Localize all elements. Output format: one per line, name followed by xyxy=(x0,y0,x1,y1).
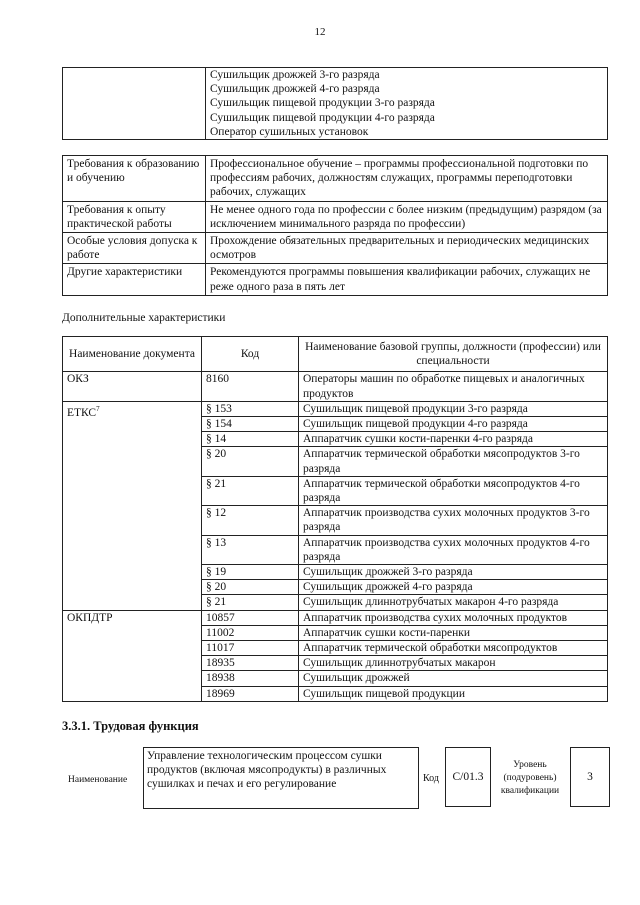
empty-cell xyxy=(63,82,206,96)
code-cell: 11002 xyxy=(202,625,299,640)
name-cell: Аппаратчик сушки кости-паренки 4-го разряда xyxy=(299,432,608,447)
requirement-value: Прохождение обязательных предварительных и периодических медицинских осмотров xyxy=(206,233,608,264)
additional-characteristics-table xyxy=(62,336,608,702)
requirement-label: Требования к образованию и обучению xyxy=(63,156,206,202)
table-row xyxy=(63,233,608,264)
list-item xyxy=(63,68,608,83)
list-item xyxy=(63,111,608,125)
code-cell: § 12 xyxy=(202,506,299,535)
name-cell: Сушильщик длиннотрубчатых макарон xyxy=(299,656,608,671)
name-cell: Сушильщик пищевой продукции 4-го разряда xyxy=(299,417,608,432)
code-cell: 18938 xyxy=(202,671,299,686)
profession-name: Сушильщик дрожжей 3-го разряда xyxy=(206,68,608,83)
name-cell: Аппаратчик термической обработки мясопродуктов 4-го разряда xyxy=(299,476,608,505)
function-name-box xyxy=(143,747,419,809)
document-name-text: ОКЗ xyxy=(67,373,89,386)
code-cell: § 13 xyxy=(202,535,299,564)
qualification-level-label: Уровень (подуровень) квалификации xyxy=(500,760,560,796)
function-code-label: Код xyxy=(423,773,439,784)
name-cell: Сушильщик пищевой продукции xyxy=(299,686,608,701)
empty-cell xyxy=(63,68,206,83)
table-row xyxy=(63,201,608,232)
empty-cell xyxy=(63,96,206,110)
code-cell: § 21 xyxy=(202,595,299,610)
code-cell: § 20 xyxy=(202,580,299,595)
code-cell: § 154 xyxy=(202,417,299,432)
name-cell: Аппаратчик производства сухих молочных продуктов 4-го разряда xyxy=(299,535,608,564)
labor-function-heading: 3.3.1. Трудовая функция xyxy=(62,719,199,733)
requirement-value: Профессиональное обучение – программы профессиональной подготовки по профессиям рабочих, должностям служащих, программы переподготовки рабочих, служащих xyxy=(206,156,608,202)
additional-characteristics-title: Дополнительные характеристики xyxy=(62,312,226,324)
header-code: Код xyxy=(202,337,299,372)
name-cell: Аппаратчик производства сухих молочных продуктов xyxy=(299,610,608,625)
table-header-row xyxy=(63,337,608,372)
page-number: 12 xyxy=(314,26,326,38)
document-name xyxy=(63,372,202,401)
table-row xyxy=(63,610,608,625)
document-name xyxy=(63,401,202,610)
name-cell: Операторы машин по обработке пищевых и аналогичных продуктов xyxy=(299,372,608,401)
table-row xyxy=(63,156,608,202)
table-row xyxy=(63,372,608,401)
name-cell: Сушильщик дрожжей 4-го разряда xyxy=(299,580,608,595)
profession-name: Оператор сушильных установок xyxy=(206,125,608,140)
empty-cell xyxy=(63,125,206,140)
code-cell: 11017 xyxy=(202,641,299,656)
code-cell: 8160 xyxy=(202,372,299,401)
qualification-level-box xyxy=(570,747,610,807)
empty-cell xyxy=(63,111,206,125)
name-cell: Сушильщик дрожжей 3-го разряда xyxy=(299,565,608,580)
profession-name: Сушильщик пищевой продукции 3-го разряда xyxy=(206,96,608,110)
name-cell: Аппаратчик производства сухих молочных продуктов 3-го разряда xyxy=(299,506,608,535)
table-row xyxy=(63,264,608,295)
requirement-value: Не менее одного года по профессии с более низким (предыдущим) разрядом (за исключением минимального разряда по профессии) xyxy=(206,201,608,232)
function-code-box xyxy=(445,747,491,807)
list-item xyxy=(63,82,608,96)
function-name-label: Наименование xyxy=(68,775,128,785)
name-cell: Сушильщик дрожжей xyxy=(299,671,608,686)
code-cell: § 21 xyxy=(202,476,299,505)
requirement-label: Требования к опыту практической работы xyxy=(63,201,206,232)
qualification-level-value: 3 xyxy=(587,770,593,783)
footnote-mark: 7 xyxy=(96,404,100,413)
profession-list-table xyxy=(62,67,608,140)
document-name-text: ОКПДТР xyxy=(67,611,113,624)
header-document: Наименование документа xyxy=(63,337,202,372)
table-row xyxy=(63,401,608,416)
requirement-value: Рекомендуются программы повышения квалификации рабочих, служащих не реже одного раза в пять лет xyxy=(206,264,608,295)
name-cell: Аппаратчик термической обработки мясопродуктов xyxy=(299,641,608,656)
requirement-label: Другие характеристики xyxy=(63,264,206,295)
name-cell: Сушильщик длиннотрубчатых макарон 4-го разряда xyxy=(299,595,608,610)
function-code-value: C/01.3 xyxy=(452,770,484,783)
list-item xyxy=(63,96,608,110)
code-cell: § 20 xyxy=(202,447,299,476)
code-cell: 10857 xyxy=(202,610,299,625)
code-cell: 18969 xyxy=(202,686,299,701)
list-item xyxy=(63,125,608,140)
requirement-label: Особые условия допуска к работе xyxy=(63,233,206,264)
document-name-text: ЕТКС xyxy=(67,406,97,419)
name-cell: Аппаратчик сушки кости-паренки xyxy=(299,625,608,640)
code-cell: § 14 xyxy=(202,432,299,447)
name-cell: Сушильщик пищевой продукции 3-го разряда xyxy=(299,401,608,416)
code-cell: 18935 xyxy=(202,656,299,671)
profession-name: Сушильщик пищевой продукции 4-го разряда xyxy=(206,111,608,125)
name-cell: Аппаратчик термической обработки мясопродуктов 3-го разряда xyxy=(299,447,608,476)
requirements-table xyxy=(62,155,608,296)
document-name xyxy=(63,610,202,701)
profession-name: Сушильщик дрожжей 4-го разряда xyxy=(206,82,608,96)
code-cell: § 153 xyxy=(202,401,299,416)
header-name: Наименование базовой группы, должности (профессии) или специальности xyxy=(299,337,608,372)
function-name-value: Управление технологическим процессом сушки продуктов (включая мясопродукты) в различных сушилках и печах и его регулирование xyxy=(147,750,387,791)
code-cell: § 19 xyxy=(202,565,299,580)
